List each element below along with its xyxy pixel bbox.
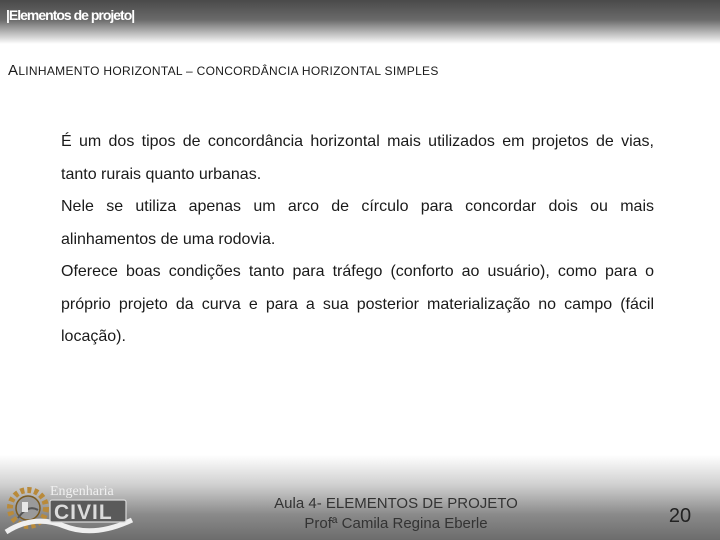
paragraph-3: Oferece boas condições tanto para tráfego (conforto ao usuário), como para o próprio projeto da curva e para a sua posterior materialização no campo (fácil locação). (61, 263, 654, 345)
footer-line-1: Aula 4- ELEMENTOS DE PROJETO (274, 495, 518, 512)
header-title: |Elementos de projeto| (6, 7, 135, 23)
section-heading (8, 62, 708, 79)
body-text (61, 126, 654, 354)
engenharia-civil-logo (4, 480, 134, 538)
logo-text-main: CIVIL (54, 501, 113, 524)
footer-course-info (250, 494, 542, 534)
paragraph-1: É um dos tipos de concordância horizontal mais utilizados em projetos de vias, tanto rurais quanto urbanas. (61, 133, 654, 183)
section-heading-rest: LINHAMENTO HORIZONTAL – CONCORDÂNCIA HORIZONTAL SIMPLES (18, 64, 439, 78)
section-heading-initial: A (8, 62, 19, 79)
footer-line-2: Profª Camila Regina Eberle (304, 515, 488, 532)
logo-text-top: Engenharia (50, 484, 114, 499)
paragraph-2: Nele se utiliza apenas um arco de círculo para concordar dois ou mais alinhamentos de uma rodovia. (61, 198, 654, 248)
header-bar (0, 0, 720, 44)
page-number: 20 (668, 505, 692, 527)
